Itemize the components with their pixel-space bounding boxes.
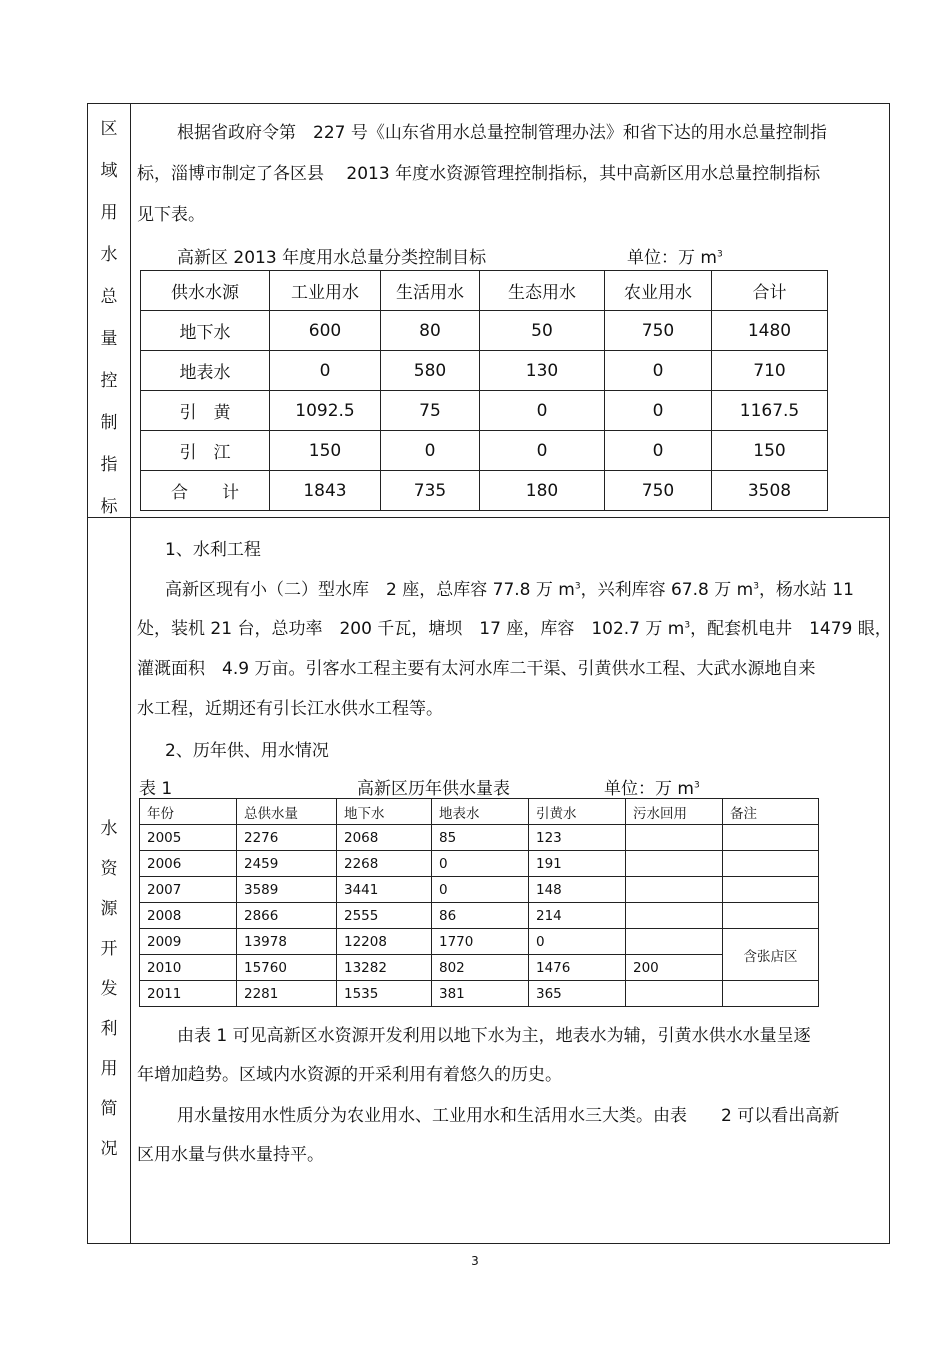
table-row: 2008 2866 2555 86 214 <box>140 903 819 929</box>
water-control-target-table <box>140 270 828 511</box>
para1-line4: 水工程，近期还有引长江水供水工程等。 <box>137 699 443 719</box>
table-row: 2011 2281 1535 381 365 <box>140 981 819 1007</box>
table2-unit: 单位：万 $m^3$ <box>604 779 700 799</box>
section2-label: 水 资 源 开 发 利 用 简 况 <box>100 819 118 1159</box>
heading-water-projects: 1、水利工程 <box>165 540 261 560</box>
para3-line1: 用水量按用水性质分为农业用水、工业用水和生活用水三大类。由表 2 可以看出高新 <box>177 1106 840 1126</box>
table2-title: 高新区历年供水量表 <box>357 779 510 799</box>
para1-line2: 处，装机 21 台，总功率 200 千瓦，塘坝 17 座，库容 102.7 万 $m^3$，配套机电井 1479 眼， <box>137 619 892 639</box>
section-divider <box>87 517 890 518</box>
section1-label: 区 域 用 水 总 量 控 制 指 标 <box>100 119 118 517</box>
table-row: 地表水 0 580 130 0 710 <box>141 351 828 391</box>
remark-cell: 含张店区 <box>723 929 819 981</box>
para1-line1: 高新区现有小（二）型水库 2 座，总库容 77.8 万 $m^3$，兴利库容 67.8 万 $m^3$，杨水站 11 <box>165 580 854 600</box>
label-column-divider <box>130 103 131 1244</box>
table1-unit: 单位：万 $m^3$ <box>627 248 723 268</box>
heading-supply-history: 2、历年供、用水情况 <box>165 741 329 761</box>
section1-para-line2: 标，淄博市制定了各区县 2013 年度水资源管理控制指标，其中高新区用水总量控制指标 <box>137 164 821 184</box>
para3-line2: 区用水量与供水量持平。 <box>137 1145 324 1165</box>
section1-para-line1: 根据省政府令第 227 号《山东省用水总量控制管理办法》和省下达的用水总量控制指 <box>177 123 827 143</box>
annual-supply-table <box>139 798 819 1007</box>
table-header-row: 供水水源 工业用水 生活用水 生态用水 农业用水 合计 <box>141 271 828 311</box>
table2-label: 表 1 <box>139 779 173 799</box>
table1-title: 高新区 2013 年度用水总量分类控制目标 <box>177 248 487 268</box>
para1-line3: 灌溉面积 4.9 万亩。引客水工程主要有太河水库二干渠、引黄供水工程、大武水源地自来 <box>137 659 816 679</box>
table-row: 引 江 150 0 0 0 150 <box>141 431 828 471</box>
table-row: 2010 15760 13282 802 1476 200 <box>140 955 819 981</box>
table-header-row: 年份 总供水量 地下水 地表水 引黄水 污水回用 备注 <box>140 799 819 825</box>
table-row: 2005 2276 2068 85 123 <box>140 825 819 851</box>
para2-line1: 由表 1 可见高新区水资源开发利用以地下水为主，地表水为辅，引黄水供水水量呈逐 <box>177 1026 811 1046</box>
table-row: 2006 2459 2268 0 191 <box>140 851 819 877</box>
table-row: 引 黄 1092.5 75 0 0 1167.5 <box>141 391 828 431</box>
para2-line2: 年增加趋势。区域内水资源的开采利用有着悠久的历史。 <box>137 1065 562 1085</box>
table-row: 2007 3589 3441 0 148 <box>140 877 819 903</box>
table-row: 2009 13978 12208 1770 0 含张店区 <box>140 929 819 955</box>
table-total-row: 合 计 1843 735 180 750 3508 <box>141 471 828 511</box>
page-number: 3 <box>471 1254 479 1268</box>
table-row: 地下水 600 80 50 750 1480 <box>141 311 828 351</box>
section1-para-line3: 见下表。 <box>137 205 205 225</box>
